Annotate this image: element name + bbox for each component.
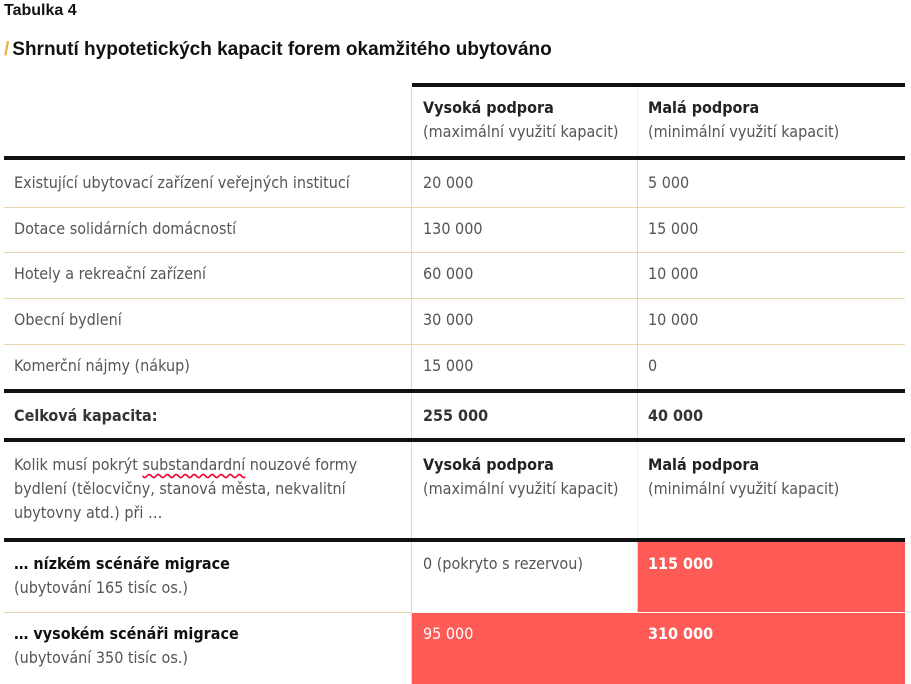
table-title-text: Shrnutí hypotetických kapacit forem okamžitého ubytováno <box>12 39 552 60</box>
column-divider <box>637 393 638 438</box>
total-value-high: 255 000 <box>423 406 489 425</box>
column-divider <box>637 160 638 389</box>
row-value-low: 5 000 <box>648 173 690 192</box>
column-divider <box>411 542 412 684</box>
title-accent-slash: / <box>4 39 10 60</box>
scenario-high-subtitle: (ubytování 350 tisíc os.) <box>14 648 189 667</box>
row-label: Obecní bydlení <box>14 310 122 329</box>
column-divider <box>411 393 412 438</box>
row-value-high: 130 000 <box>423 219 483 238</box>
header-col-low <box>648 96 839 144</box>
header-top-rule <box>412 83 905 87</box>
question-line-3: ubytovny atd.) při … <box>14 503 163 522</box>
row-value-low: 15 000 <box>648 219 699 238</box>
total-value-low: 40 000 <box>648 406 704 425</box>
header-col-high <box>423 96 618 144</box>
row-label: Komerční nájmy (nákup) <box>14 356 190 375</box>
row-label: Hotely a rekreační zařízení <box>14 264 207 283</box>
scenario-high-value-low: 310 000 <box>648 624 714 643</box>
scenario-low-value-high: 0 (pokryto s rezervou) <box>423 554 583 573</box>
question-col-high <box>423 453 618 501</box>
row-label: Existující ubytovací zařízení veřejných institucí <box>14 173 350 192</box>
row-value-high: 60 000 <box>423 264 474 283</box>
column-divider <box>411 442 412 538</box>
row-value-high: 20 000 <box>423 173 474 192</box>
column-divider <box>411 87 412 156</box>
scenario-high-value-high: 95 000 <box>423 624 474 643</box>
row-label: Dotace solidárních domácností <box>14 219 237 238</box>
total-bottom-rule <box>4 438 905 442</box>
highlight-cell-low-small <box>637 540 905 612</box>
question-line-1: Kolik musí pokrýt substandardní nouzové formy <box>14 455 358 474</box>
question-col-high-title: Vysoká podpora <box>423 455 554 474</box>
question-col-low-subtitle: (minimální využití kapacit) <box>648 479 840 498</box>
question-text <box>14 453 404 525</box>
row-value-high: 15 000 <box>423 356 474 375</box>
column-divider <box>637 442 638 538</box>
column-divider <box>411 160 412 389</box>
scenario-low-value-low: 115 000 <box>648 554 714 573</box>
header-col-low-title: Malá podpora <box>648 98 760 117</box>
table-title <box>4 39 552 61</box>
row-divider <box>4 612 412 613</box>
row-divider <box>4 207 905 208</box>
row-value-low: 10 000 <box>648 264 699 283</box>
row-value-low: 0 <box>648 356 658 375</box>
question-col-high-subtitle: (maximální využití kapacit) <box>423 479 619 498</box>
row-divider <box>4 344 905 345</box>
question-col-low-title: Malá podpora <box>648 455 760 474</box>
scenario-low-title: … nízkém scénáře migrace <box>14 554 230 573</box>
row-divider <box>4 298 905 299</box>
column-divider <box>637 542 638 613</box>
header-col-low-subtitle: (minimální využití kapacit) <box>648 122 840 141</box>
scenario-high-title: … vysokém scénáři migrace <box>14 624 239 643</box>
column-divider <box>637 87 638 156</box>
table-number-label: Tabulka 4 <box>4 2 77 19</box>
header-bottom-rule <box>4 156 905 160</box>
header-col-high-title: Vysoká podpora <box>423 98 554 117</box>
scenario-low-subtitle: (ubytování 165 tisíc os.) <box>14 578 189 597</box>
total-label: Celková kapacita: <box>14 406 158 425</box>
row-divider <box>4 252 905 253</box>
scenario-high-label <box>14 622 239 670</box>
row-value-low: 10 000 <box>648 310 699 329</box>
question-bottom-rule <box>4 538 905 542</box>
row-value-high: 30 000 <box>423 310 474 329</box>
header-col-high-subtitle: (maximální využití kapacit) <box>423 122 619 141</box>
total-top-rule <box>4 389 905 393</box>
scenario-low-label <box>14 552 230 600</box>
question-col-low <box>648 453 839 501</box>
question-line-2: bydlení (tělocvičny, stanová města, nekvalitní <box>14 479 346 498</box>
spellcheck-underlined-word: substandardní <box>142 455 246 474</box>
